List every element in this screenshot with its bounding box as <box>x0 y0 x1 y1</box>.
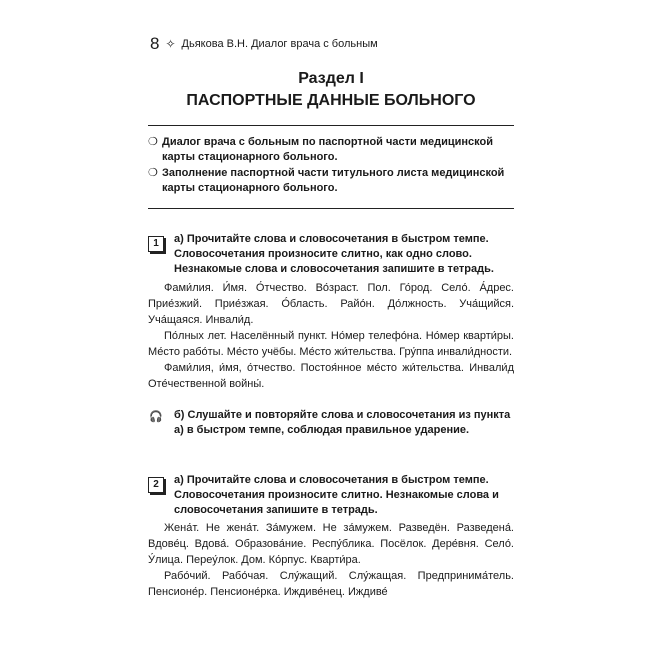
circle-bullet-icon: ❍ <box>148 167 158 179</box>
running-title: Дьякова В.Н. Диалог врача с больным <box>181 38 378 50</box>
task-instruction: а) Прочитайте слова и словосочетания в быстром темпе. Словосочетания произносите слитно. Незнакомые слова и словосочетания запишите в тетрадь. <box>174 474 499 516</box>
task-number-badge: 2 <box>148 477 164 493</box>
page-header <box>150 34 378 54</box>
objective-text: Диалог врача с больным по паспортной части медицинской карты стационарного больного. <box>162 136 493 163</box>
task-1-instruction-block <box>148 232 514 277</box>
diamond-ornament-icon: ✧ <box>165 37 176 51</box>
headphones-icon: 🎧 <box>149 411 163 423</box>
word-paragraph: Рабо́чий. Рабо́чая. Слу́жащий. Слу́жащая. Предпринима́тель. Пенсионе́р. Пенсионе́рка. Иждиве́нец. Иждиве́ <box>148 570 514 598</box>
page-number: 8 <box>150 34 160 53</box>
section-label: Раздел I <box>298 70 364 87</box>
objective-item <box>148 166 514 196</box>
word-paragraph: Жена́т. Не жена́т. За́мужем. Не за́мужем. Разведён. Разведена́. Вдове́ц. Вдова́. Образова́ние. Респу́блика. Посёлок. Дере́вня. Село́. У́лица. Переу́лок. Дом. Ко́рпус. Кварти́ра. <box>148 522 514 566</box>
task-2-instruction-block <box>148 473 514 518</box>
objective-text: Заполнение паспортной части титульного листа медицинской карты стационарного больного. <box>162 167 505 194</box>
divider-bottom <box>148 208 514 209</box>
task-1-words <box>148 280 514 392</box>
divider-top <box>148 125 514 126</box>
word-paragraph: По́лных лет. Населённый пункт. Но́мер телефо́на. Но́мер кварти́ры. Ме́сто рабо́ты. Ме́сто учёбы. Ме́сто жи́тельства. Гру́ппа инвали́дности. <box>148 330 514 358</box>
task-instruction: б) Слушайте и повторяйте слова и словосочетания из пункта а) в быстром темпе, соблюдая правильное ударение. <box>174 409 511 436</box>
word-paragraph: Фами́лия. И́мя. О́тчество. Во́зраст. Пол. Го́род. Село́. А́дрес. Прие́зжий. Прие́зжая. О́бласть. Райо́н. До́лжность. Уча́щийся. Уча́щаяся. Инвали́д. <box>148 282 514 326</box>
task-2-words <box>148 520 514 600</box>
task-number-badge: 1 <box>148 236 164 252</box>
task-instruction: а) Прочитайте слова и словосочетания в быстром темпе. Словосочетания произносите слитно, как одно слово. Незнакомые слова и словосочетания запишите в тетрадь. <box>174 233 494 275</box>
word-paragraph: Фами́лия, и́мя, о́тчество. Постоя́нное ме́сто жи́тельства. Инвали́д Оте́чественной войны́. <box>148 362 514 390</box>
task-1b-block <box>148 408 514 438</box>
section-title: ПАСПОРТНЫЕ ДАННЫЕ БОЛЬНОГО <box>186 92 476 109</box>
objectives-list <box>148 135 514 197</box>
objective-item <box>148 135 514 165</box>
circle-bullet-icon: ❍ <box>148 136 158 148</box>
